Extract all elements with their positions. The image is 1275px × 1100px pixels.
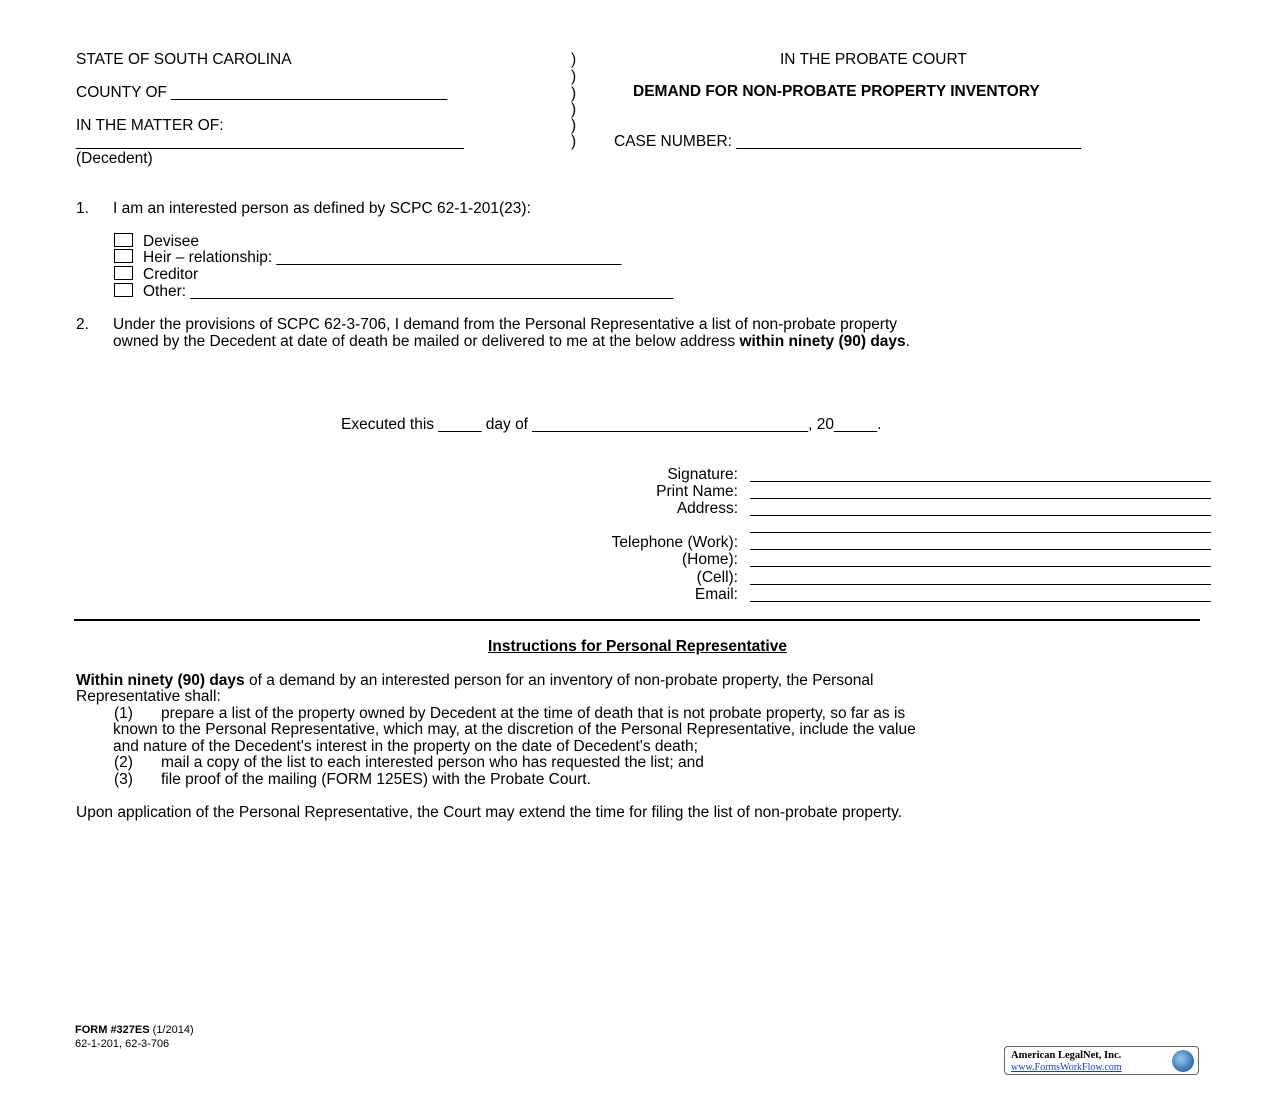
- instructions-deadline: Within ninety (90) days: [76, 672, 245, 689]
- print-name-field[interactable]: [750, 498, 1211, 499]
- creditor-checkbox[interactable]: [114, 266, 133, 280]
- telephone-home-field[interactable]: [750, 566, 1211, 567]
- step-text: file proof of the mailing (FORM 125ES) with the Probate Court.: [161, 771, 591, 788]
- item1-number: 1.: [76, 200, 89, 217]
- matter-field[interactable]: _____________________________________________: [76, 133, 464, 150]
- item2-line2: [113, 333, 910, 350]
- caption-paren: ): [571, 101, 577, 118]
- telephone-cell-label: (Cell):: [696, 569, 738, 586]
- logo-company: American LegalNet, Inc.: [1011, 1050, 1122, 1061]
- item2-line2-text: owned by the Decedent at date of death be mailed or delivered to me at the below address: [113, 333, 740, 350]
- county-field[interactable]: COUNTY OF ________________________________: [76, 84, 448, 101]
- email-field[interactable]: [750, 601, 1211, 602]
- instructions-intro: [76, 672, 873, 689]
- item1-text: I am an interested person as defined by SCPC 62-1-201(23):: [113, 200, 531, 217]
- option-creditor[interactable]: [114, 266, 198, 283]
- heir-checkbox[interactable]: [114, 249, 133, 263]
- option-heir[interactable]: [114, 249, 621, 266]
- address-field-2[interactable]: [750, 532, 1211, 533]
- american-legalnet-logo[interactable]: [1004, 1046, 1199, 1075]
- instructions-intro-line2: Representative shall:: [76, 688, 221, 705]
- executed-line[interactable]: Executed this _____ day of ________________________________, 20_____.: [341, 416, 882, 433]
- email-label: Email:: [694, 586, 738, 603]
- form-date: (1/2014): [149, 1024, 194, 1036]
- item2-line2-end: .: [905, 333, 910, 350]
- option-label: Devisee: [143, 233, 199, 250]
- address-field[interactable]: [750, 515, 1211, 516]
- address-label: Address:: [676, 500, 738, 517]
- option-label: Other: ________________________________________________________: [143, 283, 674, 300]
- caption-paren: ): [571, 51, 577, 68]
- step-text: prepare a list of the property owned by Decedent at the time of death that is not probate property, so far as is: [161, 705, 906, 722]
- caption-paren: ): [571, 117, 577, 134]
- item2-line1: Under the provisions of SCPC 62-3-706, I demand from the Personal Representative a list of non-probate property: [113, 316, 898, 333]
- decedent-label: (Decedent): [76, 150, 153, 167]
- instructions-intro-text: of a demand by an interested person for an inventory of non-probate property, the Personal: [244, 672, 874, 689]
- caption-paren: ): [571, 68, 577, 85]
- devisee-checkbox[interactable]: [114, 233, 133, 247]
- step-text: and nature of the Decedent's interest in the property on the date of Decedent's death;: [113, 738, 698, 755]
- court-label: IN THE PROBATE COURT: [780, 51, 967, 68]
- step-number: (1): [114, 705, 133, 722]
- other-checkbox[interactable]: [114, 283, 133, 297]
- case-number-field[interactable]: CASE NUMBER: ________________________________________: [614, 133, 1082, 150]
- print-name-label: Print Name:: [656, 483, 738, 500]
- option-devisee[interactable]: [114, 233, 199, 250]
- form-label: FORM #327ES: [75, 1024, 150, 1036]
- telephone-work-field[interactable]: [750, 549, 1211, 550]
- section-divider: [74, 619, 1200, 621]
- caption-paren: ): [571, 85, 577, 102]
- statute-references: 62-1-201, 62-3-706: [75, 1038, 170, 1050]
- instructions-heading: Instructions for Personal Representative: [488, 638, 787, 655]
- step-text: known to the Personal Representative, which may, at the discretion of the Personal Representative, include the value: [113, 721, 916, 738]
- closing-text: Upon application of the Personal Representative, the Court may extend the time for filing the list of non-probate property.: [76, 804, 902, 821]
- signature-label: Signature:: [667, 466, 738, 483]
- telephone-cell-field[interactable]: [750, 584, 1211, 585]
- option-label: Heir – relationship: ________________________________________: [143, 249, 622, 266]
- logo-url-link[interactable]: www.FormsWorkFlow.com: [1011, 1062, 1122, 1073]
- item2-deadline: within ninety (90) days: [739, 333, 906, 350]
- telephone-work-label: Telephone (Work):: [611, 534, 738, 551]
- form-number: [75, 1024, 194, 1037]
- step-number: (2): [114, 754, 133, 771]
- form-title: DEMAND FOR NON-PROBATE PROPERTY INVENTORY: [633, 83, 1040, 100]
- signature-field[interactable]: [750, 481, 1211, 482]
- item2-number: 2.: [76, 316, 89, 333]
- telephone-home-label: (Home):: [682, 551, 738, 568]
- option-other[interactable]: [114, 283, 673, 300]
- state-label: STATE OF SOUTH CAROLINA: [76, 51, 292, 68]
- caption-paren: ): [571, 133, 577, 150]
- step-number: (3): [114, 771, 133, 788]
- option-label: Creditor: [143, 266, 199, 283]
- globe-icon: [1172, 1050, 1194, 1072]
- matter-label: IN THE MATTER OF:: [76, 117, 224, 134]
- step-text: mail a copy of the list to each interested person who has requested the list; and: [161, 754, 704, 771]
